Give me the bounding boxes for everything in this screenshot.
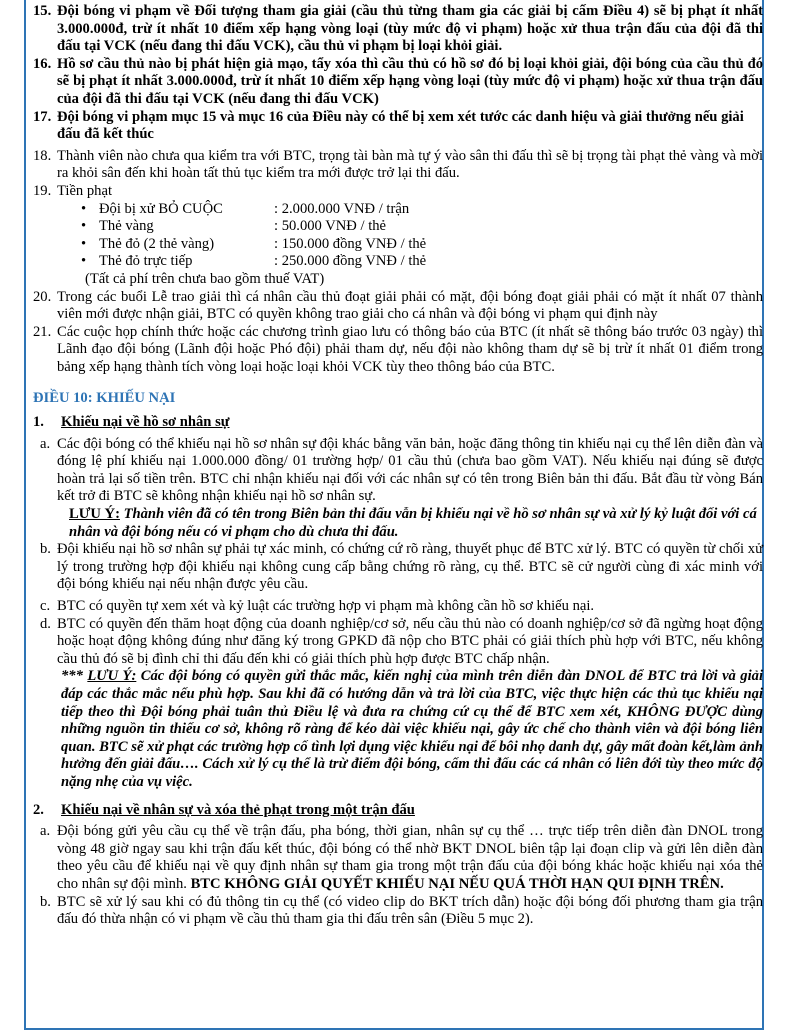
section-heading: 1. Khiếu nại về hồ sơ nhân sự bbox=[33, 414, 230, 431]
list-item: 21. Các cuộc họp chính thức hoặc các chương trình giao lưu có thông báo của BTC (ít nhất sẽ thông báo trước 03 ngày) thì Lãnh đạo đội bóng (Lãnh đội hoặc Phó đội) phải tham dự, nếu đội nào không tham dự sẽ bị trừ ít nhất 01 điểm trong bảng xếp hạng thành tích vòng loại hoặc loại khỏi VCK tùy theo thông báo của BTC. bbox=[33, 323, 763, 375]
list-item: 17. Đội bóng vi phạm mục 15 và mục 16 của Điều này có thể bị xem xét tước các danh hiệu và giải thưởng nếu giải đấu đã kết thúc bbox=[33, 108, 744, 143]
bullet-icon: • bbox=[81, 253, 87, 270]
list-item: 18. Thành viên nào chưa qua kiểm tra với BTC, trọng tài bàn mà tự ý vào sân thi đấu thì sẽ bị trọng tài phạt thẻ vàng và mời ra khỏi sân đến khi hoàn tất thủ tục kiểm tra mới được trở lại thi đấu. bbox=[33, 147, 763, 182]
article-heading: ĐIỀU 10: KHIẾU NẠI bbox=[33, 390, 176, 407]
list-item: 15. Đội bóng vi phạm về Đối tượng tham gia giải (cầu thủ từng tham gia các giải bị cấm Điều 4) sẽ bị phạt ít nhất 3.000.000đ, trừ ít nhất 10 điểm xếp hạng vòng loại (tùy mức độ vi phạm) hoặc xử thua trận đấu của đội đã thi đấu tại VCK (nếu đang thi đấu VCK), cầu thủ vi phạm bị loại khỏi giải. bbox=[33, 3, 763, 55]
fee-row: • Thẻ đỏ (2 thẻ vàng) : 150.000 đồng VNĐ / thẻ bbox=[81, 235, 427, 252]
list-item: 20. Trong các buổi Lễ trao giải thì cá nhân cầu thủ đoạt giải phải có mặt, đội bóng đoạt giải phải có mặt ít nhất 07 thành viên mới được nhận giải, BTC có quyền không trao giải cho cá nhân và đội bóng vi phạm qui định này bbox=[33, 288, 763, 323]
sub-item-c: c. BTC có quyền tự xem xét và kỷ luật các trường hợp vi phạm mà không cần hồ sơ khiếu nại. bbox=[40, 598, 595, 614]
sub-item-d: d. BTC có quyền đến thăm hoạt động của doanh nghiệp/cơ sở, nếu cầu thủ nào có doanh nghiệp/cơ sở đã ngừng hoạt động hoặc hoạt động không đúng như đăng ký trong GPKD đã nộp cho BTC phải có giải thích phù hợp với BTC, nếu không cầu thủ đó sẽ bị đình chỉ thi đấu đến khi có giải thích phù hợp được BTC chấp nhận. bbox=[40, 615, 763, 667]
bullet-icon: • bbox=[81, 235, 87, 252]
note: LƯU Ý: Thành viên đã có tên trong Biên bản thi đấu vẫn bị khiếu nại về hồ sơ nhân sự và xử lý kỷ luật đối với cá nhân và đội bóng nếu có vi phạm cho dù chưa thi đấu. bbox=[69, 506, 757, 540]
sub-item-b: b. Đội khiếu nại hồ sơ nhân sự phải tự xác minh, có chứng cứ rõ ràng, thuyết phục để BTC xử lý. BTC có quyền từ chối xử lý trong trường hợp đội khiếu nại không cung cấp bằng chứng rõ ràng, cụ thể. BTC sẽ cử người cùng đi xác minh với đội bóng khiếu nại nếu nhận được yêu cầu. bbox=[40, 541, 763, 593]
fee-row: • Thẻ đỏ trực tiếp : 250.000 đồng VNĐ / thẻ bbox=[81, 253, 427, 270]
list-item: 16. Hồ sơ cầu thủ nào bị phát hiện giả mạo, tẩy xóa thì cầu thủ có hồ sơ đó bị loại khỏi giải, đội bóng của cầu thủ đó sẽ bị phạt ít nhất 3.000.000đ, trừ ít nhất 10 điểm xếp hạng vòng loại (tùy mức độ vi phạm) hoặc xử thua trận đấu của đội đã thi đấu tại VCK (nếu đang thi đấu VCK) bbox=[33, 55, 763, 107]
document-body bbox=[33, 3, 763, 929]
bullet-icon: • bbox=[81, 200, 87, 217]
section-heading: 2. Khiếu nại về nhân sự và xóa thẻ phạt trong một trận đấu bbox=[33, 801, 415, 818]
sub-item-b: b. BTC sẽ xử lý sau khi có đủ thông tin cụ thể (có video clip do BKT trích dẫn) hoặc đội bóng đối phương tham gia trận đấu đó thừa nhận có vi phạm về cầu thủ tham gia thi đấu trên sân (Điều 5 mục 2). bbox=[40, 893, 763, 928]
fee-row: • Đội bị xử BỎ CUỘC : 2.000.000 VNĐ / trận bbox=[81, 200, 410, 217]
note: *** LƯU Ý: Các đội bóng có quyền gửi thắc mắc, kiến nghị của mình trên diễn đàn DNOL để BTC trả lời và giải đáp các thắc mắc nếu phù hợp. Sau khi đã có hướng dẫn và trả lời của BTC, việc thực hiện các thủ tục khiếu nại tiếp theo thì Đội bóng phải tuân thủ Điều lệ và đưa ra chứng cứ cụ thể để BTC xem xét, KHÔNG ĐƯỢC dùng những nguồn tin thiếu cơ sở, không rõ ràng để kéo dài việc khiếu nại, gây ức chế cho thành viên và đội bóng liên quan. BTC sẽ xử phạt các trường hợp cố tình lợi dụng việc khiếu nại để bôi nhọ danh dự, gây mất đoàn kết,làm ảnh hưởng đến giải đấu…. Cách xử lý cụ thể là trừ điểm đội bóng, cấm thi đấu các cá nhân có liên đới tùy theo mức độ nặng nhẹ của vụ việc. bbox=[61, 668, 763, 790]
fee-row: • Thẻ vàng : 50.000 VNĐ / thẻ bbox=[81, 218, 387, 235]
sub-item-a: a. Đội bóng gửi yêu cầu cụ thể về trận đấu, pha bóng, thời gian, nhân sự cụ thể … trực tiếp trên diễn đàn DNOL trong vòng 48 giờ ngay sau khi trận đấu kết thúc, đội bóng có thể nhờ BKT DNOL biên tập lại đoạn clip và gửi lên diễn đàn theo yêu cầu để khiếu nại về quy định nhân sự tham gia trong một trận đấu của đội bóng khác hoặc khiếu nại xóa thẻ cho nhân sự đội mình. BTC KHÔNG GIẢI QUYẾT KHIẾU NẠI NẾU QUÁ THỜI HẠN QUI ĐỊNH TRÊN. bbox=[40, 823, 763, 892]
sub-item-a: a. Các đội bóng có thể khiếu nại hồ sơ nhân sự đội khác bằng văn bản, hoặc đăng thông tin khiếu nại cụ thể lên diễn đàn và đóng lệ phí khiếu nại 1.000.000 đồng/ 01 trường hợp/ 01 cầu thủ (chưa bao gồm VAT). Nếu khiếu nại đúng sẽ được hoàn trả lại số tiền trên. BTC chỉ nhận khiếu nại đối với các nhân sự có tên trong Biên bản thi đấu. Bắt đầu từ vòng Bán kết trở đi BTC sẽ không nhận khiếu nại hồ sơ nhân sự. bbox=[40, 435, 763, 505]
bullet-icon: • bbox=[81, 218, 87, 235]
fines-item: 19. Tiền phạt bbox=[33, 182, 113, 199]
fee-note: (Tất cả phí trên chưa bao gồm thuế VAT) bbox=[85, 270, 325, 287]
